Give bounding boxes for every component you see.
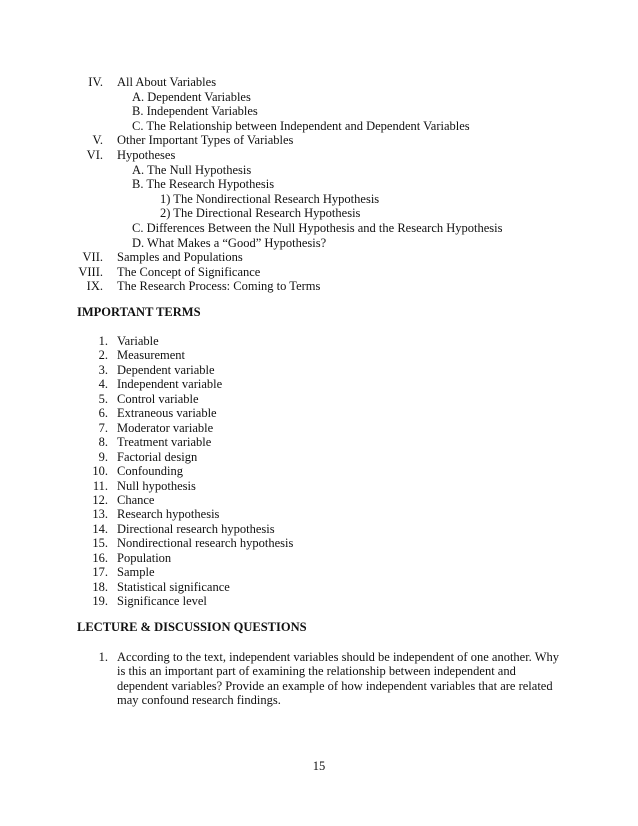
term-item: Treatment variable <box>117 435 212 450</box>
term-number: 2. <box>98 348 108 363</box>
outline-section: All About Variables <box>117 75 217 89</box>
term-number: 14. <box>92 521 108 536</box>
outline-subsubsection: 1) The Nondirectional Research Hypothesis <box>160 191 380 206</box>
term-item: Measurement <box>117 348 186 363</box>
term-number: 5. <box>98 391 108 406</box>
term-item: Variable <box>117 334 159 348</box>
term-item: Confounding <box>117 464 183 479</box>
discussion-questions-heading: LECTURE & DISCUSSION QUESTIONS <box>77 620 307 634</box>
outline-subsection: A. The Null Hypothesis <box>132 162 252 177</box>
term-number: 18. <box>92 579 108 594</box>
term-item: Moderator variable <box>117 420 214 435</box>
outline-subsection: B. The Research Hypothesis <box>132 177 275 192</box>
question-number: 1. <box>98 650 108 664</box>
term-number: 8. <box>98 435 108 450</box>
outline-numeral: VII. <box>82 250 103 265</box>
term-number: 1. <box>98 334 108 348</box>
term-number: 9. <box>98 449 108 464</box>
term-item: Independent variable <box>117 377 223 392</box>
term-item: Statistical significance <box>117 579 230 594</box>
term-item: Null hypothesis <box>117 478 196 493</box>
outline-subsection: A. Dependent Variables <box>132 89 251 104</box>
term-item: Directional research hypothesis <box>117 521 275 536</box>
outline-section: Hypotheses <box>117 148 176 162</box>
term-number: 17. <box>92 565 108 580</box>
term-number: 19. <box>92 594 108 609</box>
term-number: 7. <box>98 420 108 435</box>
outline-subsection: D. What Makes a “Good” Hypothesis? <box>132 235 327 250</box>
term-item: Population <box>117 550 172 565</box>
important-terms-heading: IMPORTANT TERMS <box>77 305 201 319</box>
page-number: 15 <box>312 759 326 773</box>
outline-subsection: C. The Relationship between Independent and Dependent Variables <box>132 118 470 133</box>
term-item: Sample <box>117 565 155 580</box>
term-number: 11. <box>92 478 108 493</box>
term-number: 15. <box>92 536 108 551</box>
term-item: Factorial design <box>117 449 198 464</box>
outline-numeral: V. <box>92 133 103 148</box>
term-item: Control variable <box>117 391 199 406</box>
outline-subsection: C. Differences Between the Null Hypothesis and the Research Hypothesis <box>132 221 503 235</box>
outline-subsubsection: 2) The Directional Research Hypothesis <box>160 206 361 221</box>
term-number: 16. <box>92 550 108 565</box>
term-item: Nondirectional research hypothesis <box>117 536 294 551</box>
outline-section: Samples and Populations <box>117 250 243 265</box>
term-item: Dependent variable <box>117 362 215 377</box>
outline-section: The Research Process: Coming to Terms <box>117 279 321 294</box>
term-number: 4. <box>98 377 108 392</box>
term-number: 13. <box>92 507 108 522</box>
term-number: 10. <box>92 464 108 479</box>
term-number: 6. <box>98 406 108 421</box>
term-item: Chance <box>117 492 155 507</box>
outline-section: The Concept of Significance <box>117 264 261 279</box>
question-text: According to the text, independent variables should be independent of one another. Why is this an important part of examining the relationship between independent and dependent variables? Provide an example of how independent variables that are related may confound research findings. <box>117 650 560 708</box>
term-number: 3. <box>98 362 108 377</box>
outline-numeral: VI. <box>86 148 103 162</box>
outline-section: Other Important Types of Variables <box>117 133 294 148</box>
outline-numeral: IV. <box>88 75 103 89</box>
term-number: 12. <box>92 492 108 507</box>
outline-numeral: IX. <box>86 279 103 294</box>
term-item: Significance level <box>117 594 207 609</box>
outline-subsection: B. Independent Variables <box>132 104 258 119</box>
outline-numeral: VIII. <box>78 264 103 279</box>
term-item: Research hypothesis <box>117 507 220 522</box>
term-item: Extraneous variable <box>117 406 217 421</box>
